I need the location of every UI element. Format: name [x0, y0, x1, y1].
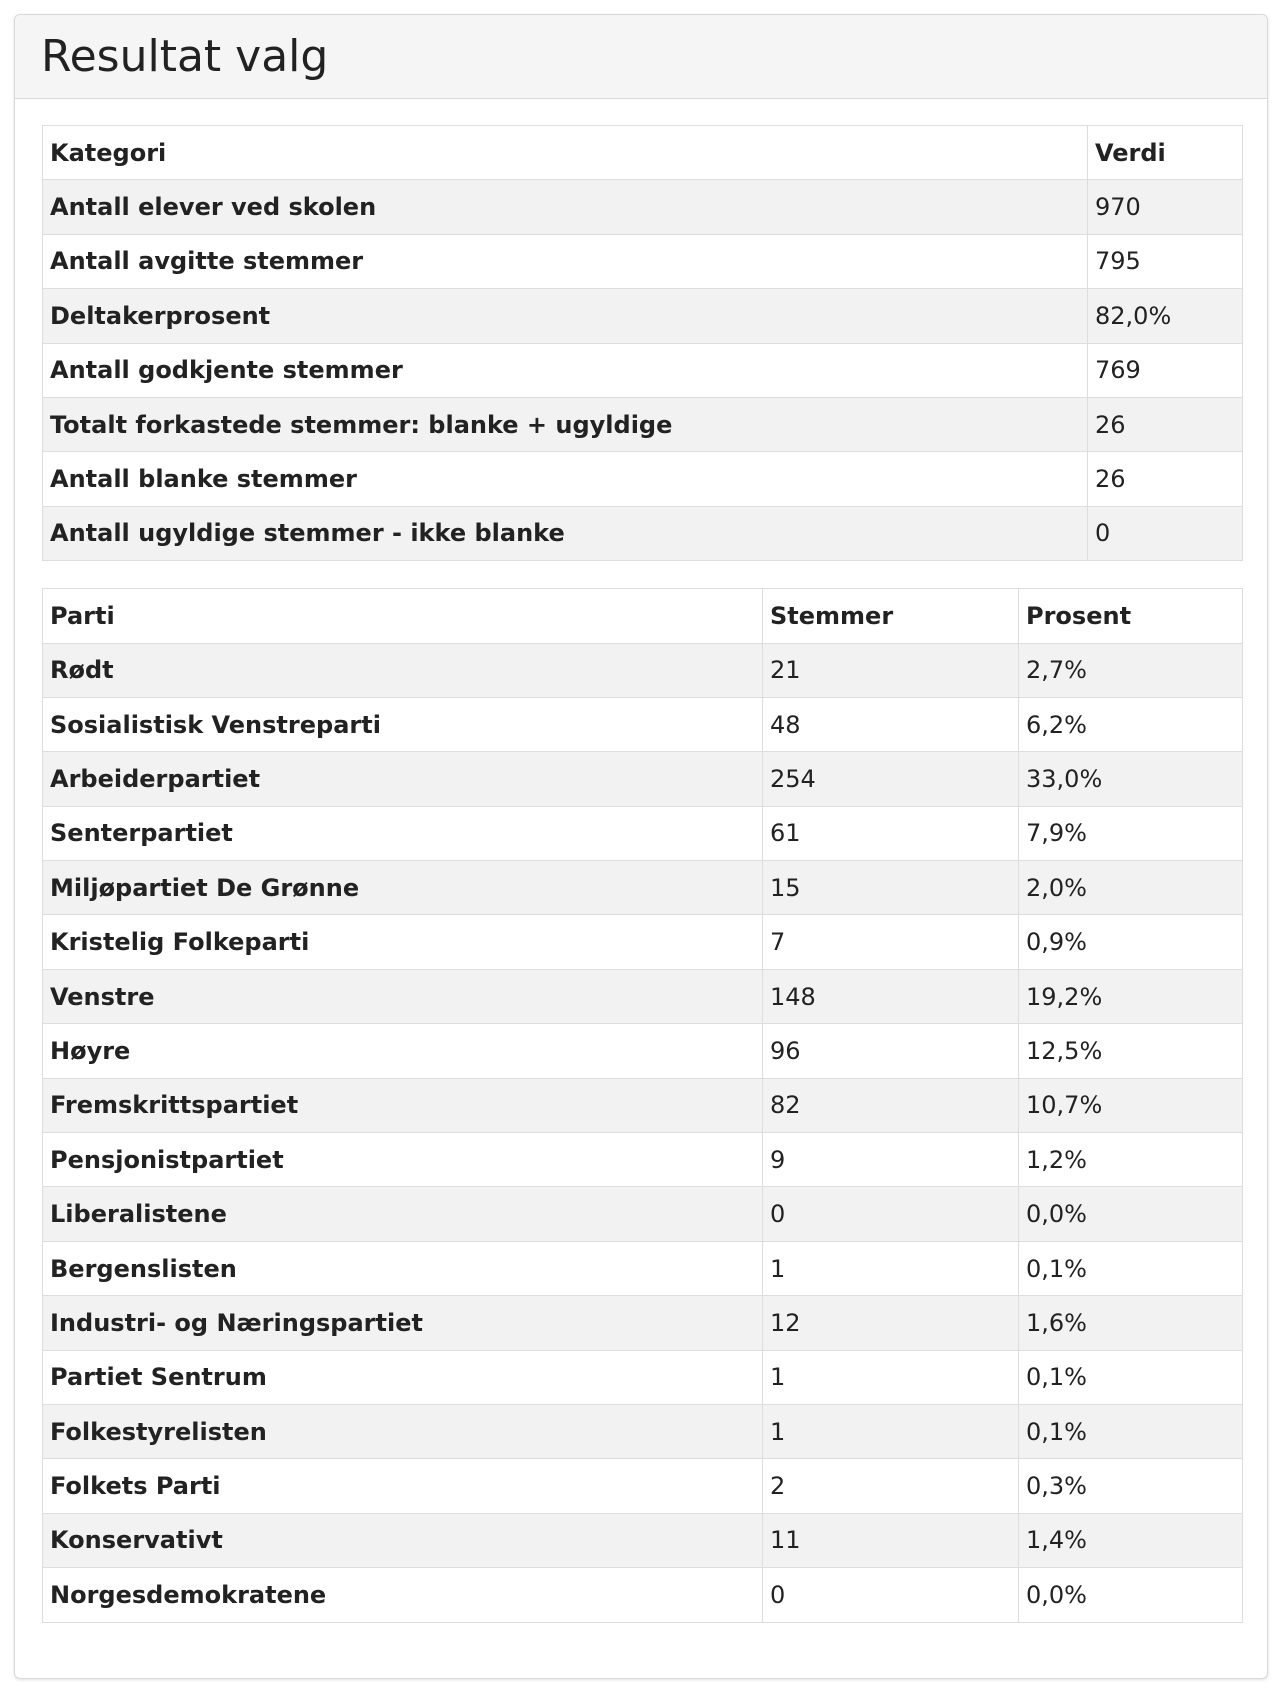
table-row — [43, 1459, 1243, 1513]
stemmer-cell: 15 — [763, 861, 1019, 915]
stemmer-cell: 2 — [763, 1459, 1019, 1513]
results-panel — [14, 14, 1268, 1679]
prosent-cell: 7,9% — [1019, 806, 1243, 860]
summary-table-body — [43, 180, 1243, 561]
kategori-cell: Antall ugyldige stemmer - ikke blanke — [43, 506, 1088, 560]
column-header-prosent: Prosent — [1019, 589, 1243, 643]
kategori-cell: Totalt forkastede stemmer: blanke + ugyldige — [43, 397, 1088, 451]
stemmer-cell: 61 — [763, 806, 1019, 860]
prosent-cell: 2,7% — [1019, 643, 1243, 697]
verdi-cell: 0 — [1088, 506, 1243, 560]
table-row — [43, 234, 1243, 288]
stemmer-cell: 11 — [763, 1513, 1019, 1567]
parti-cell: Senterpartiet — [43, 806, 763, 860]
prosent-cell: 0,1% — [1019, 1404, 1243, 1458]
parti-cell: Partiet Sentrum — [43, 1350, 763, 1404]
prosent-cell: 2,0% — [1019, 861, 1243, 915]
table-row — [43, 1296, 1243, 1350]
prosent-cell: 10,7% — [1019, 1078, 1243, 1132]
prosent-cell: 0,0% — [1019, 1568, 1243, 1622]
column-header-verdi: Verdi — [1088, 126, 1243, 180]
parti-cell: Rødt — [43, 643, 763, 697]
prosent-cell: 12,5% — [1019, 1024, 1243, 1078]
table-row — [43, 806, 1243, 860]
parti-cell: Industri- og Næringspartiet — [43, 1296, 763, 1350]
column-header-stemmer: Stemmer — [763, 589, 1019, 643]
parti-cell: Venstre — [43, 969, 763, 1023]
column-header-kategori: Kategori — [43, 126, 1088, 180]
table-row — [43, 1241, 1243, 1295]
table-row — [43, 506, 1243, 560]
table-row — [43, 915, 1243, 969]
prosent-cell: 33,0% — [1019, 752, 1243, 806]
summary-table — [42, 125, 1243, 561]
panel-heading — [15, 15, 1267, 99]
prosent-cell: 0,0% — [1019, 1187, 1243, 1241]
parti-cell: Liberalistene — [43, 1187, 763, 1241]
column-header-parti: Parti — [43, 589, 763, 643]
table-row — [43, 969, 1243, 1023]
parti-cell: Fremskrittspartiet — [43, 1078, 763, 1132]
parti-cell: Folkestyrelisten — [43, 1404, 763, 1458]
parti-cell: Bergenslisten — [43, 1241, 763, 1295]
parti-cell: Folkets Parti — [43, 1459, 763, 1513]
prosent-cell: 1,2% — [1019, 1133, 1243, 1187]
verdi-cell: 26 — [1088, 397, 1243, 451]
table-row — [43, 861, 1243, 915]
parti-cell: Konservativt — [43, 1513, 763, 1567]
parti-cell: Kristelig Folkeparti — [43, 915, 763, 969]
prosent-cell: 0,3% — [1019, 1459, 1243, 1513]
table-row — [43, 343, 1243, 397]
stemmer-cell: 9 — [763, 1133, 1019, 1187]
table-row — [43, 1568, 1243, 1622]
kategori-cell: Antall godkjente stemmer — [43, 343, 1088, 397]
table-row — [43, 1404, 1243, 1458]
party-table — [42, 588, 1243, 1622]
kategori-cell: Antall blanke stemmer — [43, 452, 1088, 506]
parti-cell: Pensjonistpartiet — [43, 1133, 763, 1187]
prosent-cell: 0,1% — [1019, 1241, 1243, 1295]
stemmer-cell: 1 — [763, 1404, 1019, 1458]
table-row — [43, 697, 1243, 751]
prosent-cell: 1,6% — [1019, 1296, 1243, 1350]
table-row — [43, 180, 1243, 234]
prosent-cell: 19,2% — [1019, 969, 1243, 1023]
kategori-cell: Deltakerprosent — [43, 289, 1088, 343]
stemmer-cell: 0 — [763, 1568, 1019, 1622]
parti-cell: Høyre — [43, 1024, 763, 1078]
table-row — [43, 1513, 1243, 1567]
prosent-cell: 6,2% — [1019, 697, 1243, 751]
stemmer-cell: 12 — [763, 1296, 1019, 1350]
prosent-cell: 0,9% — [1019, 915, 1243, 969]
table-row — [43, 397, 1243, 451]
kategori-cell: Antall elever ved skolen — [43, 180, 1088, 234]
stemmer-cell: 48 — [763, 697, 1019, 751]
table-row — [43, 1024, 1243, 1078]
verdi-cell: 769 — [1088, 343, 1243, 397]
prosent-cell: 0,1% — [1019, 1350, 1243, 1404]
parti-cell: Miljøpartiet De Grønne — [43, 861, 763, 915]
stemmer-cell: 7 — [763, 915, 1019, 969]
stemmer-cell: 148 — [763, 969, 1019, 1023]
verdi-cell: 82,0% — [1088, 289, 1243, 343]
table-row — [43, 289, 1243, 343]
party-header-row — [43, 589, 1243, 643]
stemmer-cell: 1 — [763, 1241, 1019, 1295]
panel-body — [15, 99, 1267, 1623]
verdi-cell: 970 — [1088, 180, 1243, 234]
parti-cell: Norgesdemokratene — [43, 1568, 763, 1622]
parti-cell: Arbeiderpartiet — [43, 752, 763, 806]
prosent-cell: 1,4% — [1019, 1513, 1243, 1567]
stemmer-cell: 96 — [763, 1024, 1019, 1078]
table-row — [43, 452, 1243, 506]
stemmer-cell: 82 — [763, 1078, 1019, 1132]
summary-header-row — [43, 126, 1243, 180]
table-row — [43, 1133, 1243, 1187]
verdi-cell: 795 — [1088, 234, 1243, 288]
parti-cell: Sosialistisk Venstreparti — [43, 697, 763, 751]
kategori-cell: Antall avgitte stemmer — [43, 234, 1088, 288]
table-row — [43, 643, 1243, 697]
table-row — [43, 1187, 1243, 1241]
page-title: Resultat valg — [41, 31, 329, 82]
stemmer-cell: 0 — [763, 1187, 1019, 1241]
table-row — [43, 1350, 1243, 1404]
stemmer-cell: 21 — [763, 643, 1019, 697]
table-row — [43, 1078, 1243, 1132]
verdi-cell: 26 — [1088, 452, 1243, 506]
party-table-body — [43, 643, 1243, 1622]
table-row — [43, 752, 1243, 806]
stemmer-cell: 1 — [763, 1350, 1019, 1404]
stemmer-cell: 254 — [763, 752, 1019, 806]
